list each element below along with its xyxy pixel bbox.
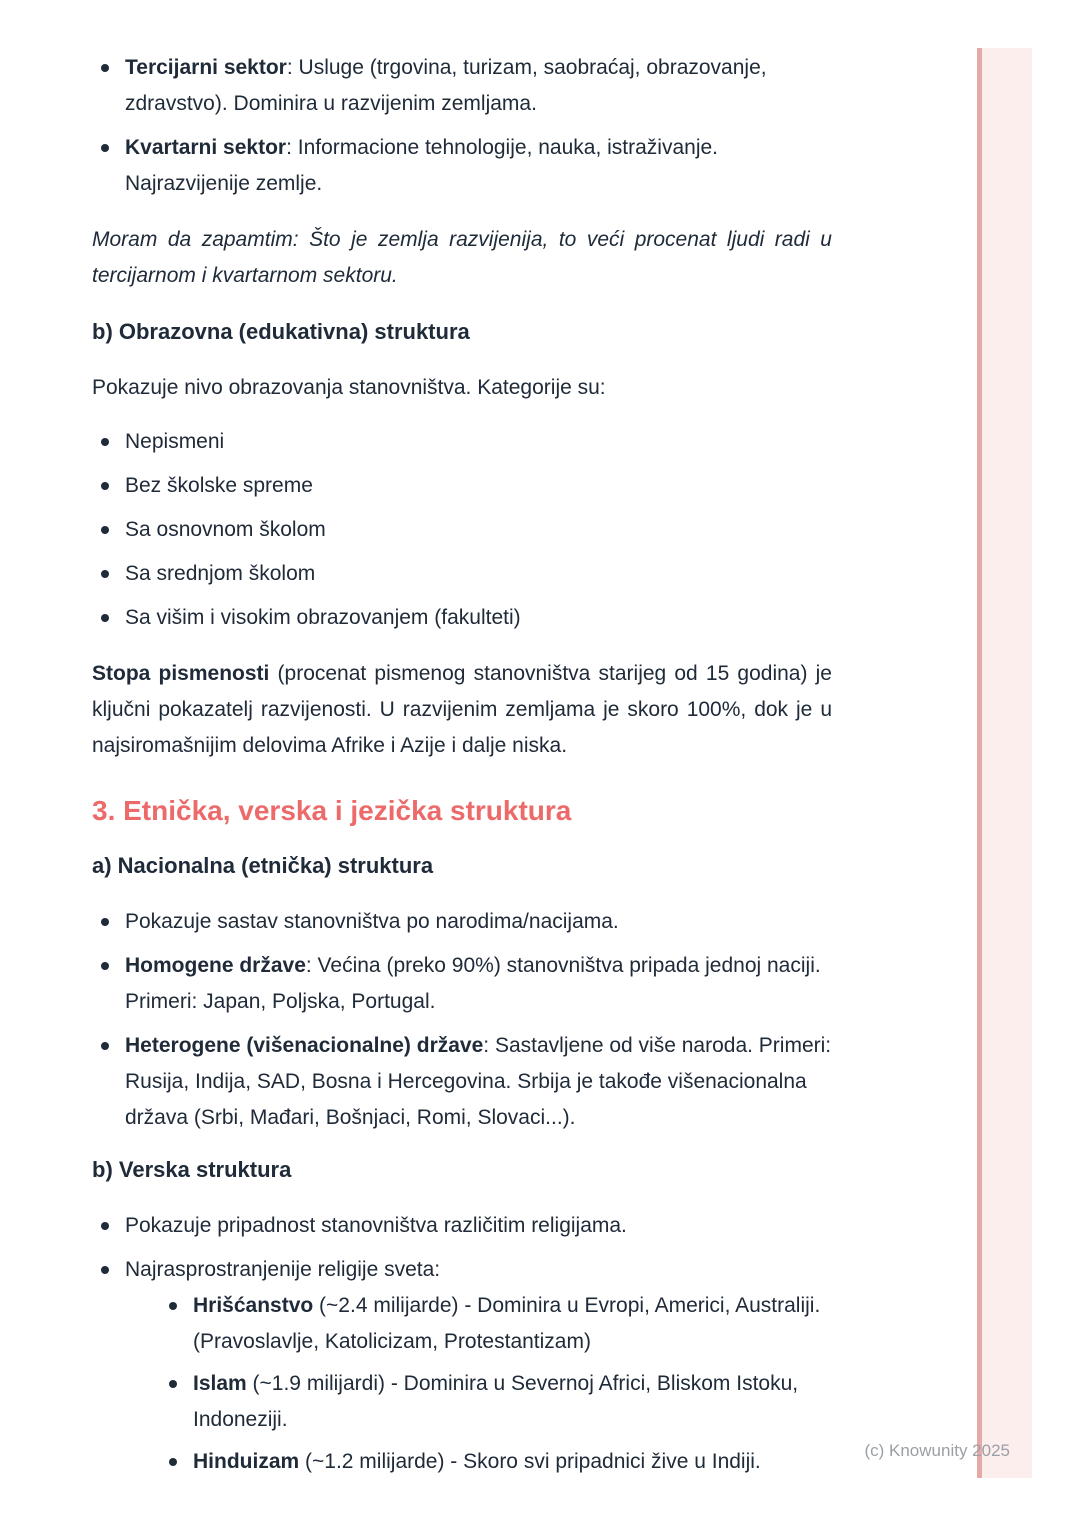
bullet-icon [101, 1266, 109, 1274]
item-text [125, 1034, 831, 1129]
list-item [158, 1288, 832, 1360]
item-text [125, 56, 767, 115]
item-rest: (~1.9 milijardi) - Dominira u Severnoj Africi, Bliskom Istoku, Indoneziji. [193, 1372, 799, 1431]
education-intro: Pokazuje nivo obrazovanja stanovništva. Kategorije su: [92, 376, 606, 399]
list-item [158, 1444, 832, 1480]
list-item [92, 130, 832, 202]
item-rest: (~2.4 milijarde) - Dominira u Evropi, Americi, Australiji. (Pravoslavlje, Katolicizam, Protestantizam) [193, 1294, 821, 1353]
item-text: Pokazuje pripadnost stanovništva različitim religijama. [125, 1214, 627, 1237]
bullet-icon [101, 64, 109, 72]
bullet-icon [101, 144, 109, 152]
literacy-paragraph [92, 656, 832, 764]
item-text [193, 1294, 820, 1353]
bold-lead: Stopa pismenosti [92, 662, 270, 685]
bullet-icon [101, 570, 109, 578]
education-heading: b) Obrazovna (edukativna) struktura [92, 319, 470, 344]
religion-heading: b) Verska struktura [92, 1157, 292, 1182]
item-text: Nepismeni [125, 430, 225, 453]
bullet-icon [101, 526, 109, 534]
list-item [92, 1252, 832, 1480]
item-text: Pokazuje sastav stanovništva po narodima/nacijama. [125, 910, 619, 933]
page-content [92, 50, 832, 1500]
list-item [92, 904, 832, 940]
bold-lead: Homogene države [125, 954, 306, 977]
bold-lead: Tercijarni sektor [125, 56, 287, 79]
list-item [92, 556, 832, 592]
paragraph-rest: (procenat pismenog stanovništva starijeg od 15 godina) je ključni pokazatelj razvijenosti. U razvijenim zemljama je skoro 100%, dok je u najsiromašnijim delovima Afrike i Azije i dalje niska. [92, 662, 832, 757]
decorative-stripe [977, 48, 1032, 1478]
item-text: Sa višim i visokim obrazovanjem (fakulteti) [125, 606, 521, 629]
bullet-icon [101, 438, 109, 446]
item-text: Sa srednjom školom [125, 562, 316, 585]
list-item [92, 424, 832, 460]
religion-list [92, 1208, 832, 1480]
note-paragraph: Moram da zapamtim: Što je zemlja razvijenija, to veći procenat ljudi radi u tercijarnom i kvartarnom sektoru. [92, 228, 832, 287]
bold-lead: Islam [193, 1372, 247, 1395]
bold-lead: Hinduizam [193, 1450, 300, 1473]
item-rest: (~1.2 milijarde) - Skoro svi pripadnici žive u Indiji. [299, 1450, 761, 1473]
watermark: (c) Knowunity 2025 [864, 1441, 1010, 1460]
item-text: Najrasprostranjenije religije sveta: [125, 1258, 441, 1281]
item-rest: : Usluge (trgovina, turizam, saobraćaj, obrazovanje, zdravstvo). Dominira u razvijenim zemljama. [125, 56, 767, 115]
list-item [92, 50, 832, 122]
bold-lead: Hrišćanstvo [193, 1294, 314, 1317]
list-item [92, 468, 832, 504]
bullet-icon [169, 1302, 177, 1310]
item-text [125, 954, 821, 1013]
bullet-icon [169, 1458, 177, 1466]
bullet-icon [101, 1222, 109, 1230]
list-item [92, 1028, 832, 1136]
item-text: Bez školske spreme [125, 474, 313, 497]
education-list [92, 424, 832, 636]
religions-sublist [158, 1288, 832, 1480]
list-item [158, 1366, 832, 1438]
ethnic-list [92, 904, 832, 1136]
list-item [92, 512, 832, 548]
bullet-icon [101, 962, 109, 970]
bullet-icon [169, 1380, 177, 1388]
bullet-icon [101, 918, 109, 926]
list-item [92, 1208, 832, 1244]
item-text [193, 1372, 798, 1431]
ethnic-heading: a) Nacionalna (etnička) struktura [92, 853, 434, 878]
item-rest: : Većina (preko 90%) stanovništva pripada jednoj naciji. Primeri: Japan, Poljska, Portugal. [125, 954, 821, 1013]
item-text: Sa osnovnom školom [125, 518, 326, 541]
bold-lead: Heterogene (višenacionalne) države [125, 1034, 484, 1057]
section-3-heading: 3. Etnička, verska i jezička struktura [92, 795, 572, 826]
sector-list [92, 50, 832, 202]
bold-lead: Kvartarni sektor [125, 136, 287, 159]
item-rest: : Informacione tehnologije, nauka, istraživanje. Najrazvijenije zemlje. [125, 136, 718, 195]
bullet-icon [101, 1042, 109, 1050]
bullet-icon [101, 614, 109, 622]
item-rest: : Sastavljene od više naroda. Primeri: Rusija, Indija, SAD, Bosna i Hercegovina. Srbija je takođe višenacionalna država (Srbi, Mađari, Bošnjaci, Romi, Slovaci...). [125, 1034, 832, 1129]
list-item [92, 948, 832, 1020]
bullet-icon [101, 482, 109, 490]
item-text [193, 1450, 761, 1473]
list-item [92, 600, 832, 636]
item-text [125, 136, 718, 195]
